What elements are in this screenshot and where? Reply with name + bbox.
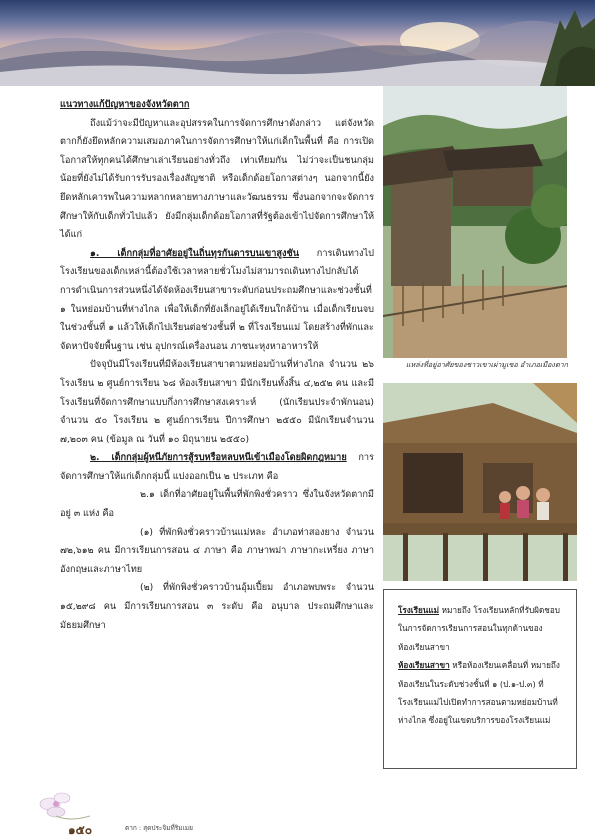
page-number: ๑๕๐ — [68, 823, 93, 837]
intro-paragraph: ถึงแม้ว่าจะมีปัญหาและอุปสรรคในการจัดการศึกษาดังกล่าว แต่จังหวัดตากก็ยังยึดหลักความเสมอภาคในการจัดการศึกษาให้แก่เด็กในพื้นที่ คือ การเปิดโอกาสให้ทุกคนได้ศึกษาเล่าเรียนอย่างทั่วถึง เท่าเทียมกัน ไม่ว่าจะเป็นชนกลุ่มน้อยที่ยังไม่ได้รับการรับรองเรื่องสัญชาติ หรือเด็กด้อยโอกาสต่างๆ นอกจากนี้ยังยึดหลักเคารพในความหลากหลายทางภาษาและวัฒนธรรม ซึ่งนอกจากจะจัดการศึกษาให้กับเด็กทั่วไปแล้ว ยังมีกลุ่มเด็กด้อยโอกาสที่รัฐต้องเข้าไปจัดการศึกษาให้ ได้แก่ — [60, 117, 374, 241]
definition-branch-class — [398, 656, 564, 730]
item2-title: ๒. เด็กกลุ่มผู้หนีภัยการสู้รบหรือหลบหนีเข้าเมืองโดยผิดกฎหมาย — [90, 452, 347, 464]
item1-paragraph-2: ปัจจุบันมีโรงเรียนที่มีห้องเรียนสาขาตามหย่อมบ้านที่ห่างไกล จำนวน ๒๖ โรงเรียน ๒ ศูนย์การเรียน ๖๘ ห้องเรียนสาขา มีนักเรียนทั้งสิ้น ๔,๒๕๒ คน และมีโรงเรียนที่จัดการศึกษาแบบกึ่งการศึกษาสงเคราะห์ (นักเรียนประจำพักนอน) จำนวน ๕๐ โรงเรียน ๒ ศูนย์การเรียน ปีการศึกษา ๒๕๕๐ มีนักเรียนจำนวน ๗,๒๐๓ คน (ข้อมูล ณ วันที่ ๑๐ มิถุนายน ๒๕๕๐) — [60, 359, 374, 445]
article-body — [60, 96, 374, 635]
header-banner — [0, 0, 595, 86]
item1-paragraph — [60, 245, 374, 357]
definition-box — [383, 589, 577, 769]
item2-1a-paragraph: (๑) ที่พักพิงชั่วคราวบ้านแม่หละ อำเภอท่าสองยาง จำนวน ๗๒,๖๑๒ คน มีการเรียนการสอน ๔ ภาษา คือ ภาษาพม่า ภาษากะเหรี่ยง ภาษาอังกฤษและภาษาไทย — [60, 526, 374, 575]
definition-mother-school — [398, 601, 564, 656]
term-branch-class: ห้องเรียนสาขา — [398, 660, 450, 671]
item2-1b-paragraph: (๒) ที่พักพิงชั่วคราวบ้านอุ้มเปี้ยม อำเภอพบพระ จำนวน ๑๕,๒๙๘ คน มีการเรียนการสอน ๓ ระดับ คือ อนุบาล ประถมศึกษาและมัธยมศึกษา — [60, 582, 374, 631]
article-heading: แนวทางแก้ปัญหาของจังหวัดตาก — [60, 99, 190, 110]
stilt-house-children-photo — [383, 383, 577, 581]
term-mother-school: โรงเรียนแม่ — [398, 605, 440, 615]
item2-paragraph — [60, 449, 374, 486]
item2-1-paragraph: ๒.๑ เด็กที่อาศัยอยู่ในพื้นที่พักพิงชั่วคราว ซึ่งในจังหวัดตากมีอยู่ ๓ แห่ง คือ — [60, 489, 374, 520]
item1-title: ๑. เด็กกลุ่มที่อาศัยอยู่ในถิ่นทุรกันดารบนเขาสูงชัน — [90, 247, 299, 259]
sunset-mountain-landscape — [0, 0, 595, 86]
item2-body: การจัดการศึกษาให้แก่เด็กกลุ่มนี้ แบ่งออกเป็น ๒ ประเภท คือ — [60, 452, 374, 482]
footer-text: ตาก : สุดประจิมที่ริมเมย — [125, 824, 193, 832]
item1-body: การเดินทางไปโรงเรียนของเด็กเหล่านี้ต้องใช้เวลาหลายชั่วโมงไม่สามารถเดินทางไปกลับได้ การดำเนินการส่วนหนึ่งได้จัดห้องเรียนสาขาระดับก่อนประถมศึกษาและช่วงชั้นที่ ๑ ในหย่อมบ้านที่ห่างไกล เพื่อให้เด็กที่ยังเล็กอยู่ได้เรียนใกล้บ้าน เมื่อเด็กเรียนจบในช่วงชั้นที่ ๑ แล้วให้เด็กไปเรียนต่อช่วงชั้นที่ ๒ ที่โรงเรียนแม่ โดยสร้างที่พักและจัดหาปัจจัยพื้นฐาน เช่น อุปกรณ์เครื่องนอน ภาชนะหุงหาอาหารให้ — [60, 247, 374, 352]
top-photo-caption: แหล่งที่อยู่อาศัยของชาวเขาเผ่ามูเซอ อำเภอเมืองตาก — [405, 360, 568, 369]
hillside-village-photo — [383, 86, 567, 358]
def-mother-school: หมายถึง โรงเรียนหลักที่รับผิดชอบในการจัดการเรียนการสอนในทุกด้านของห้องเรียนสาขา — [398, 605, 560, 652]
def-branch-class: หรือห้องเรียนเคลื่อนที่ หมายถึง ห้องเรียนในระดับช่วงชั้นที่ ๑ (ป.๑-ป.๓) ที่โรงเรียนแม่ไปเปิดทำการสอนตามหย่อมบ้านที่ห่างไกล ซึ่งอยู่ในเขตบริการของโรงเรียนแม่ — [398, 660, 560, 726]
